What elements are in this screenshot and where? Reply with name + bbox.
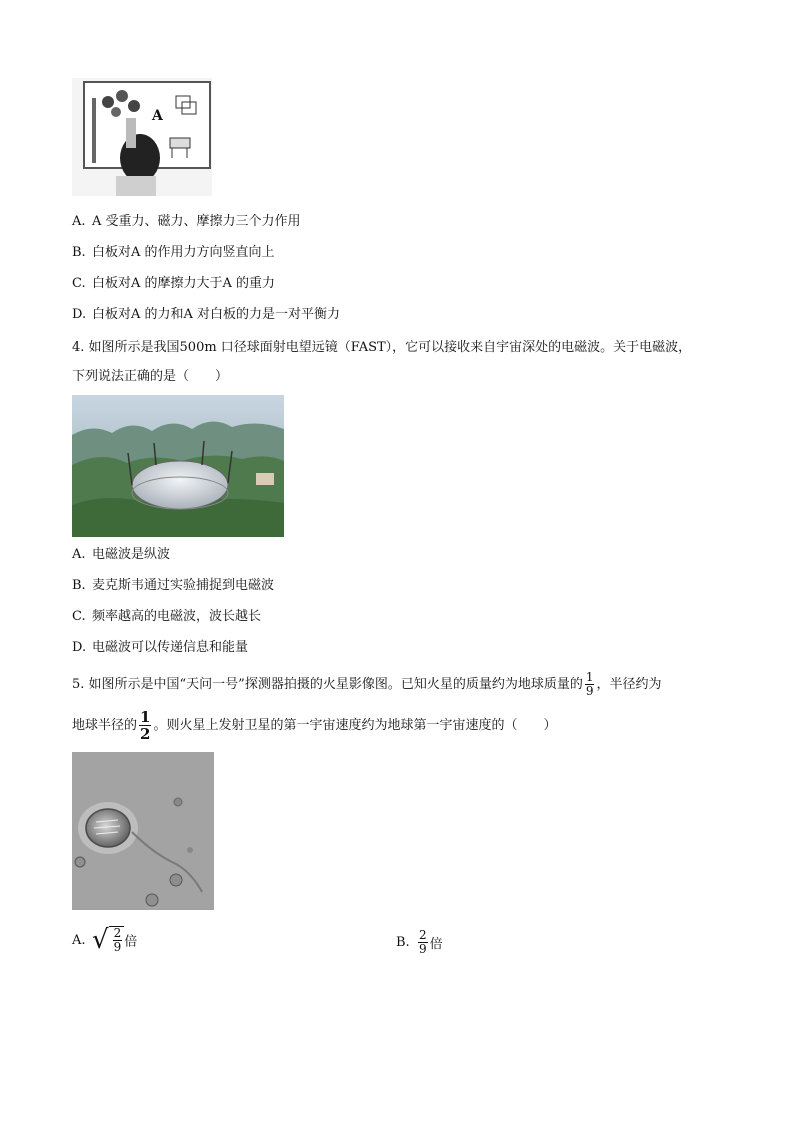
q3-option-c[interactable]: C. 白板对A 的摩擦力大于A 的重力 bbox=[72, 276, 276, 291]
mars-surface-photo bbox=[72, 752, 214, 910]
magnet-label: A bbox=[152, 108, 163, 124]
q4-option-d[interactable]: D. 电磁波可以传递信息和能量 bbox=[72, 640, 249, 655]
q3-option-b[interactable]: B. 白板对A 的作用力方向竖直向上 bbox=[72, 245, 275, 260]
q4-option-c[interactable]: C. 频率越高的电磁波，波长越长 bbox=[72, 609, 262, 624]
fraction-one-ninth: $\frac{1}{9}$ bbox=[585, 670, 594, 698]
q4-option-b[interactable]: B. 麦克斯韦通过实验捕捉到电磁波 bbox=[72, 578, 275, 593]
sqrt-two-ninths: √ $\frac{2}{9}$ bbox=[92, 926, 124, 954]
q5-stem-line1: 5. 如图所示是中国“天问一号”探测器拍摄的火星影像图。已知火星的质量约为地球质量的 $\frac{1}{9}$ ，半径约为 bbox=[72, 670, 662, 698]
fraction-two-ninths: $\frac{2}{9}$ bbox=[419, 928, 427, 956]
whiteboard-photo bbox=[72, 78, 212, 196]
q4-stem-line2: 下列说法正确的是（ ） bbox=[72, 369, 229, 384]
fraction-one-half: $\frac{1}{2}$ bbox=[140, 708, 151, 743]
fast-telescope-photo bbox=[72, 395, 284, 537]
q5-option-a[interactable]: A. √ $\frac{2}{9}$ 倍 bbox=[72, 925, 138, 955]
q4-option-a[interactable]: A. 电磁波是纵波 bbox=[72, 547, 171, 562]
q3-option-a[interactable]: A. A 受重力、磁力、摩擦力三个力作用 bbox=[72, 214, 301, 229]
q5-stem-line2: 地球半径的 $\frac{1}{2}$ 。则火星上发射卫星的第一宇宙速度约为地球第一宇宙速度的（ ） bbox=[72, 708, 557, 743]
q3-option-d[interactable]: D. 白板对A 的力和A 对白板的力是一对平衡力 bbox=[72, 307, 341, 322]
q4-stem-line1: 4. 如图所示是我国500m 口径球面射电望远镜（FAST），它可以接收来自宇宙深处的电磁波。关于电磁波， bbox=[72, 340, 692, 355]
q5-option-b[interactable]: B. $\frac{2}{9}$ 倍 bbox=[396, 928, 443, 956]
